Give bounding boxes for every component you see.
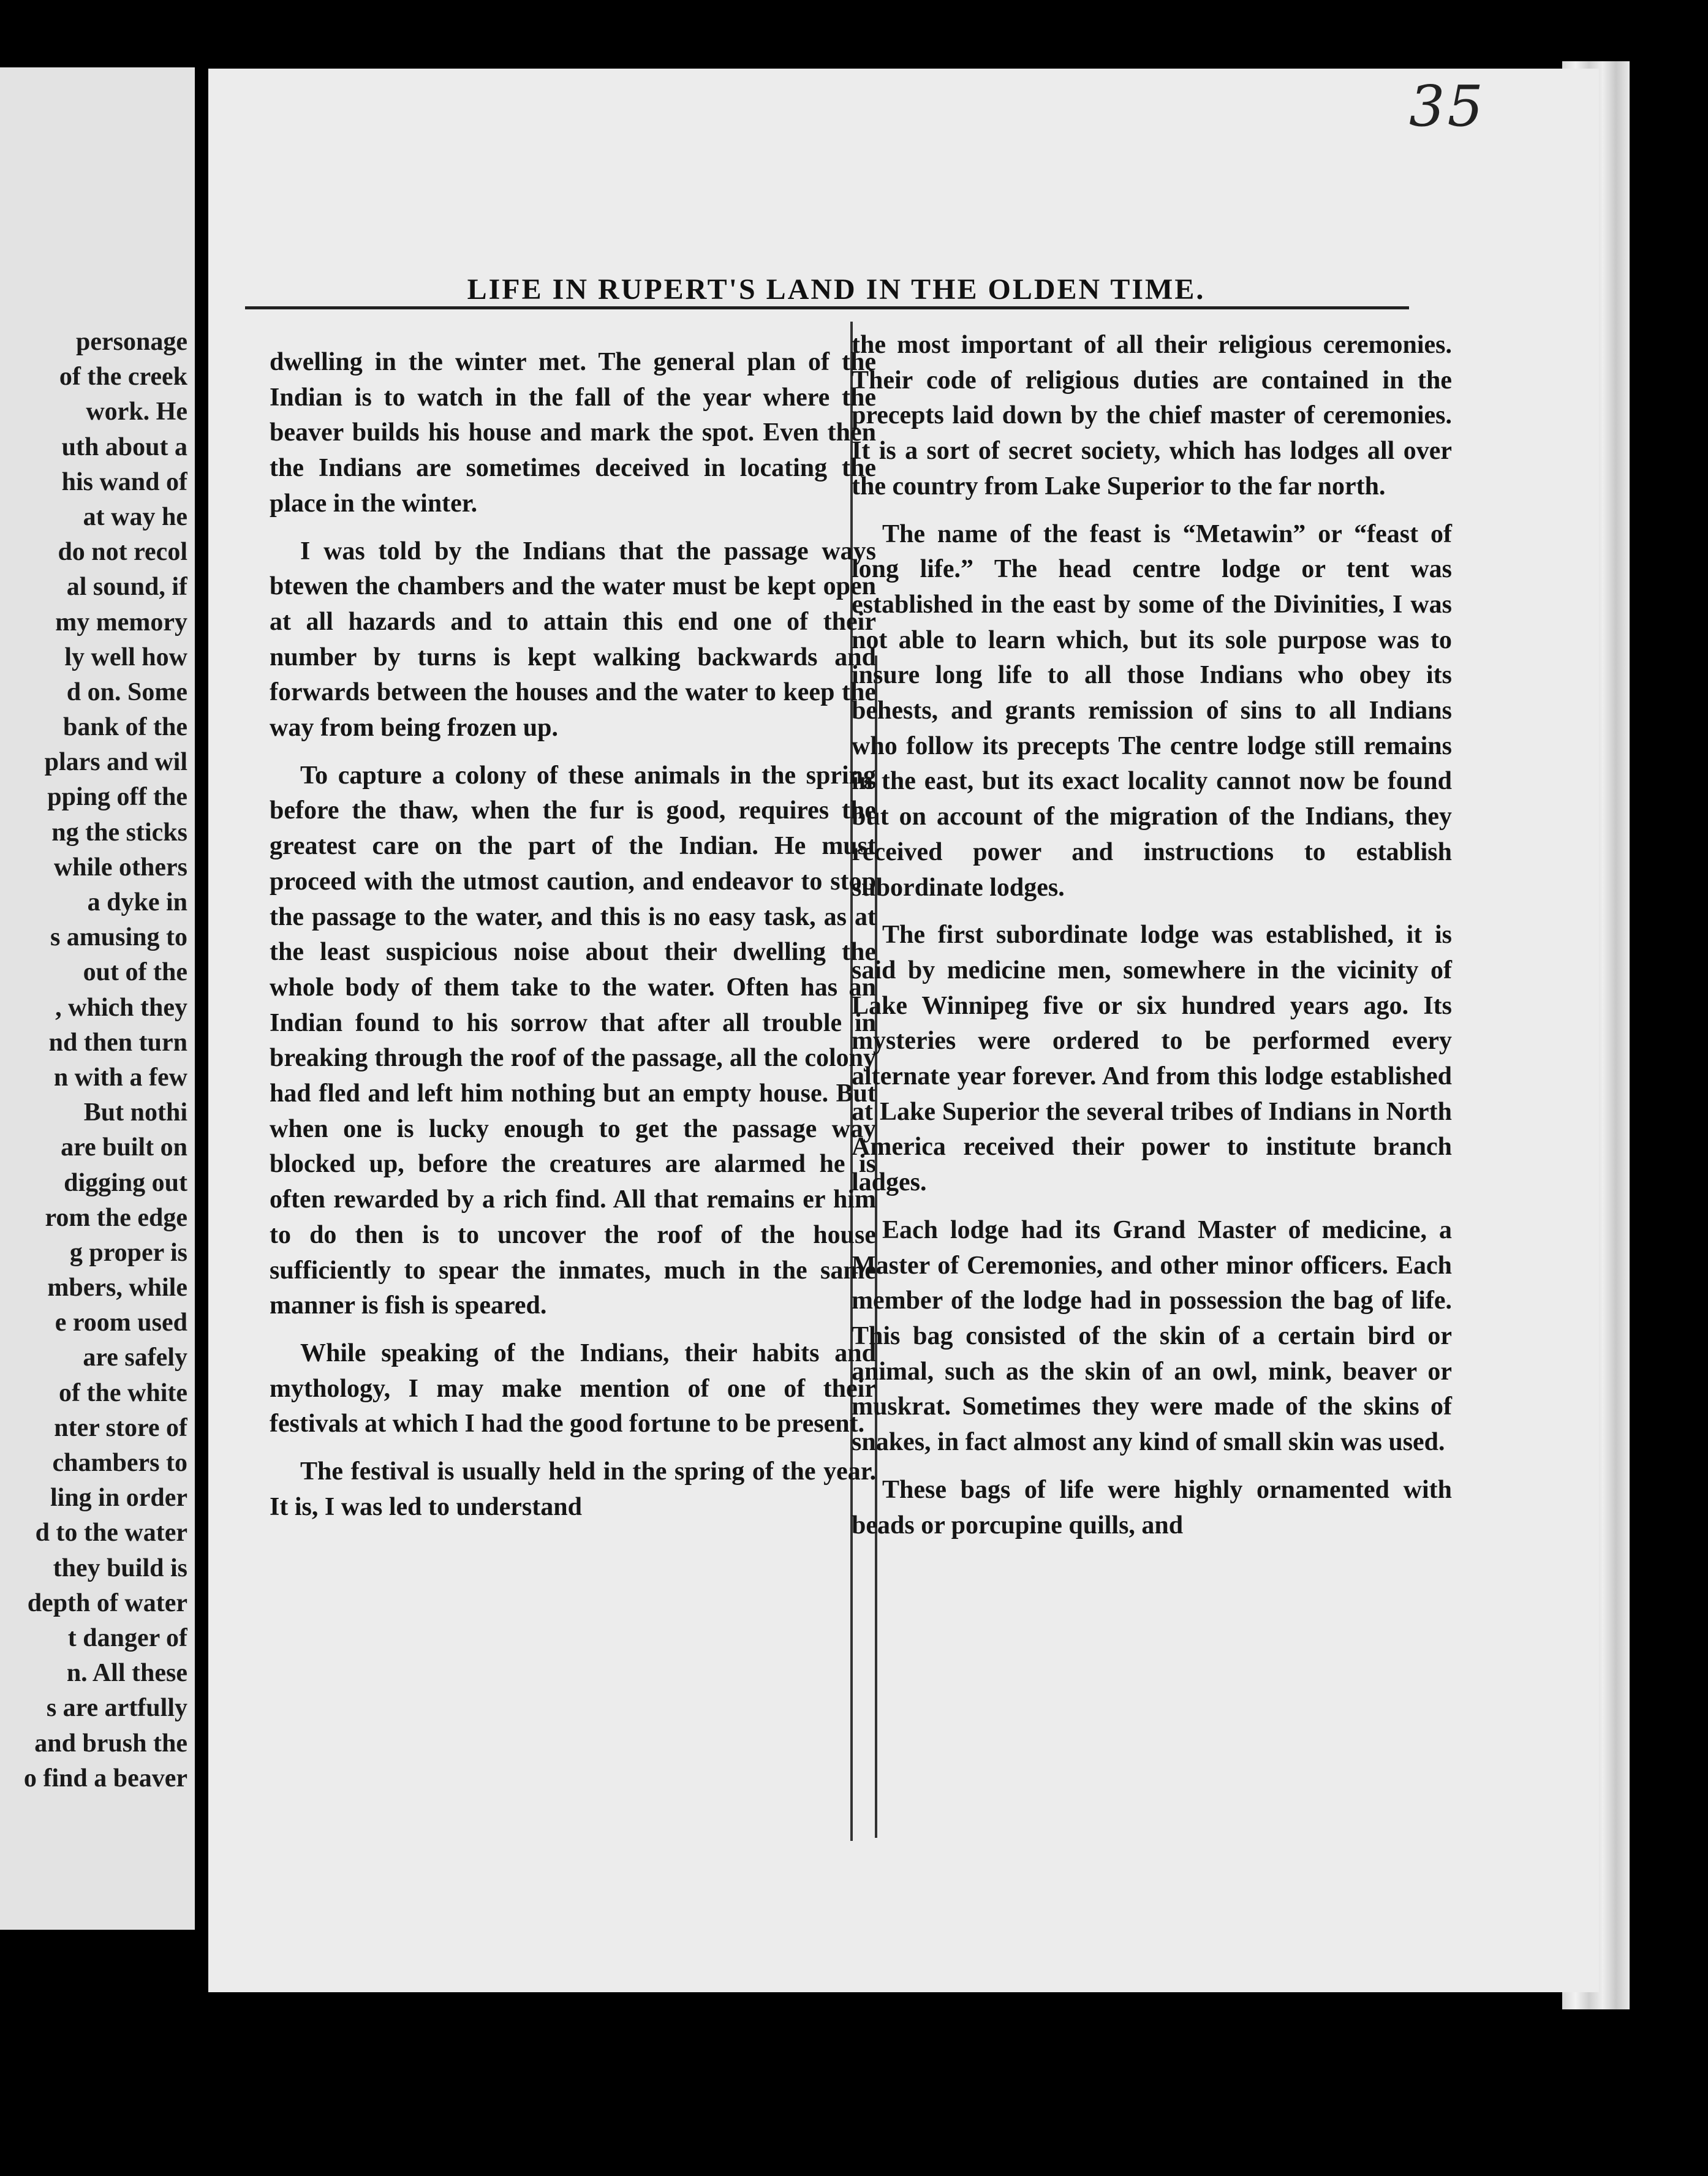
left-fragment-line: uth about a bbox=[61, 433, 187, 461]
column-right bbox=[852, 328, 1452, 1543]
paragraph: the most important of all their religious ceremonies. Their code of religious duties are contained in the precepts laid down by the chief master of ceremonies. It is a sort of secret society, which has lodges all over the country from Lake Superior to the far north. bbox=[852, 331, 1452, 501]
paragraph: While speaking of the Indians, their habits and mythology, I may make mention of one of their festivals at which I had the good fortune to be present. bbox=[270, 1339, 876, 1438]
paragraph: These bags of life were highly ornamented with beads or porcupine quills, and bbox=[852, 1475, 1452, 1539]
paragraph: To capture a colony of these animals in the spring before the thaw, when the fur is good, requires the greatest care on the part of the Indian. He must proceed with the utmost caution, and endeavor to stop the passage to the water, and this is no easy task, as at the least suspicious noise about their dwelling the whole body of them take to the water. Often has an Indian found to his sorrow that after all trouble in breaking through the roof of the passage, all the colony had fled and left him nothing but an empty house. But when one is lucky enough to get the passage way blocked up, before the creatures are alarmed he is often rewarded by a rich find. All that remains er him to do then is to uncover the roof of the house sufficiently to spear the inmates, much in the same manner is fish is speared. bbox=[270, 761, 876, 1320]
column-left bbox=[270, 345, 876, 1525]
left-fragment-line: e room used bbox=[55, 1309, 187, 1337]
left-fragment-line: nter store of bbox=[54, 1413, 187, 1442]
left-fragment-line: d to the water bbox=[35, 1519, 187, 1547]
left-fragment-line: ling in order bbox=[50, 1484, 187, 1513]
left-fragment-line: o find a beaver bbox=[23, 1764, 187, 1793]
left-fragment-line: digging out bbox=[64, 1168, 187, 1197]
left-fragment-line: mbers, while bbox=[47, 1274, 187, 1302]
left-fragment-line: they build is bbox=[53, 1554, 187, 1582]
left-fragment-line: al sound, if bbox=[66, 573, 187, 602]
paragraph: The first subordinate lodge was established, it is said by medicine men, somewhere in the vicinity of Lake Winnipeg five or six hundred years ago. Its mysteries were ordered to be performed every alternate year forever. And from this lodge established at Lake Superior the several tribes of Indians in North America received their power to institute branch ladges. bbox=[852, 921, 1452, 1197]
paragraph: The festival is usually held in the spring of the year. It is, I was led to understand bbox=[270, 1457, 876, 1521]
left-fragment-line: d on. Some bbox=[66, 678, 187, 706]
left-fragment-line: s amusing to bbox=[50, 923, 187, 952]
left-fragment-line: pping off the bbox=[47, 783, 187, 812]
left-fragment-line: work. He bbox=[86, 398, 187, 426]
running-head: LIFE IN RUPERT'S LAND IN THE OLDEN TIME. bbox=[467, 273, 1206, 306]
paragraph: dwelling in the winter met. The general plan of the Indian is to watch in the fall of the year where the beaver builds his house and mark the spot. Even then the Indians are sometimes deceived in locating the place in the winter. bbox=[270, 348, 876, 518]
left-fragment-line: are built on bbox=[61, 1133, 187, 1162]
left-fragment-line: t danger of bbox=[67, 1623, 187, 1652]
left-fragment-line: bank of the bbox=[62, 713, 187, 742]
left-fragment-line: chambers to bbox=[52, 1449, 187, 1477]
left-fragment-line: do not recol bbox=[58, 538, 187, 567]
left-fragment-line: his wand of bbox=[61, 467, 187, 496]
left-fragment-line: and brush the bbox=[34, 1729, 187, 1758]
left-fragment-line: g proper is bbox=[69, 1238, 187, 1267]
left-fragment-line: ly well how bbox=[64, 643, 187, 671]
left-fragment-line: personage bbox=[76, 328, 187, 356]
left-fragment-line: a dyke in bbox=[87, 888, 187, 916]
left-fragment-line: out of the bbox=[83, 958, 187, 987]
left-fragment-line: while others bbox=[53, 853, 187, 882]
left-fragment-line: depth of water bbox=[27, 1589, 187, 1617]
left-fragment-line: rom the edge bbox=[45, 1203, 187, 1232]
left-fragment-line: plars and wil bbox=[44, 748, 187, 777]
left-fragment-line: my memory bbox=[55, 608, 187, 637]
paragraph: Each lodge had its Grand Master of medicine, a Master of Ceremonies, and other minor officers. Each member of the lodge had in possession the bag of life. This bag consisted of the skin of a certain bird or animal, such as the skin of an owl, mink, beaver or muskrat. Sometimes they were made of the skins of snakes, in fact almost any kind of small skin was used. bbox=[852, 1215, 1452, 1457]
paragraph: I was told by the Indians that the passage ways btewen the chambers and the water must be kept open at all hazards and to attain this end one of their number by turns is kept walking backwards and forwards between the houses and the water to keep the way from being frozen up. bbox=[270, 537, 876, 742]
left-fragment-line: , which they bbox=[55, 993, 187, 1022]
left-fragment-line: are safely bbox=[83, 1343, 187, 1372]
left-page-fragment bbox=[0, 67, 195, 1930]
handwritten-page-number: 35 bbox=[1409, 74, 1486, 139]
header-rule bbox=[245, 306, 1409, 309]
left-fragment-line: But nothi bbox=[83, 1098, 187, 1127]
left-fragment-line: nd then turn bbox=[48, 1028, 187, 1057]
left-fragment-line: n with a few bbox=[53, 1063, 187, 1092]
left-fragment-line: ng the sticks bbox=[51, 818, 187, 847]
left-fragment-line: s are artfully bbox=[46, 1694, 187, 1723]
left-page-text bbox=[0, 325, 187, 1796]
paragraph: The name of the feast is “Metawin” or “feast of long life.” The head centre lodge or tent was established in the east by some of the Divinities, I was not able to learn which, but its sole purpose was to insure long life to all those Indians who obey its behests, and grants remission of sins to all Indians who follow its precepts The centre lodge still remains in the east, but its exact locality cannot now be found but on account of the migration of the Indians, they received power and instructions to establish subordinate lodges. bbox=[852, 519, 1452, 902]
left-fragment-line: n. All these bbox=[66, 1659, 187, 1688]
left-fragment-line: at way he bbox=[83, 502, 187, 531]
left-fragment-line: of the creek bbox=[59, 363, 187, 391]
left-fragment-line: of the white bbox=[59, 1378, 187, 1407]
